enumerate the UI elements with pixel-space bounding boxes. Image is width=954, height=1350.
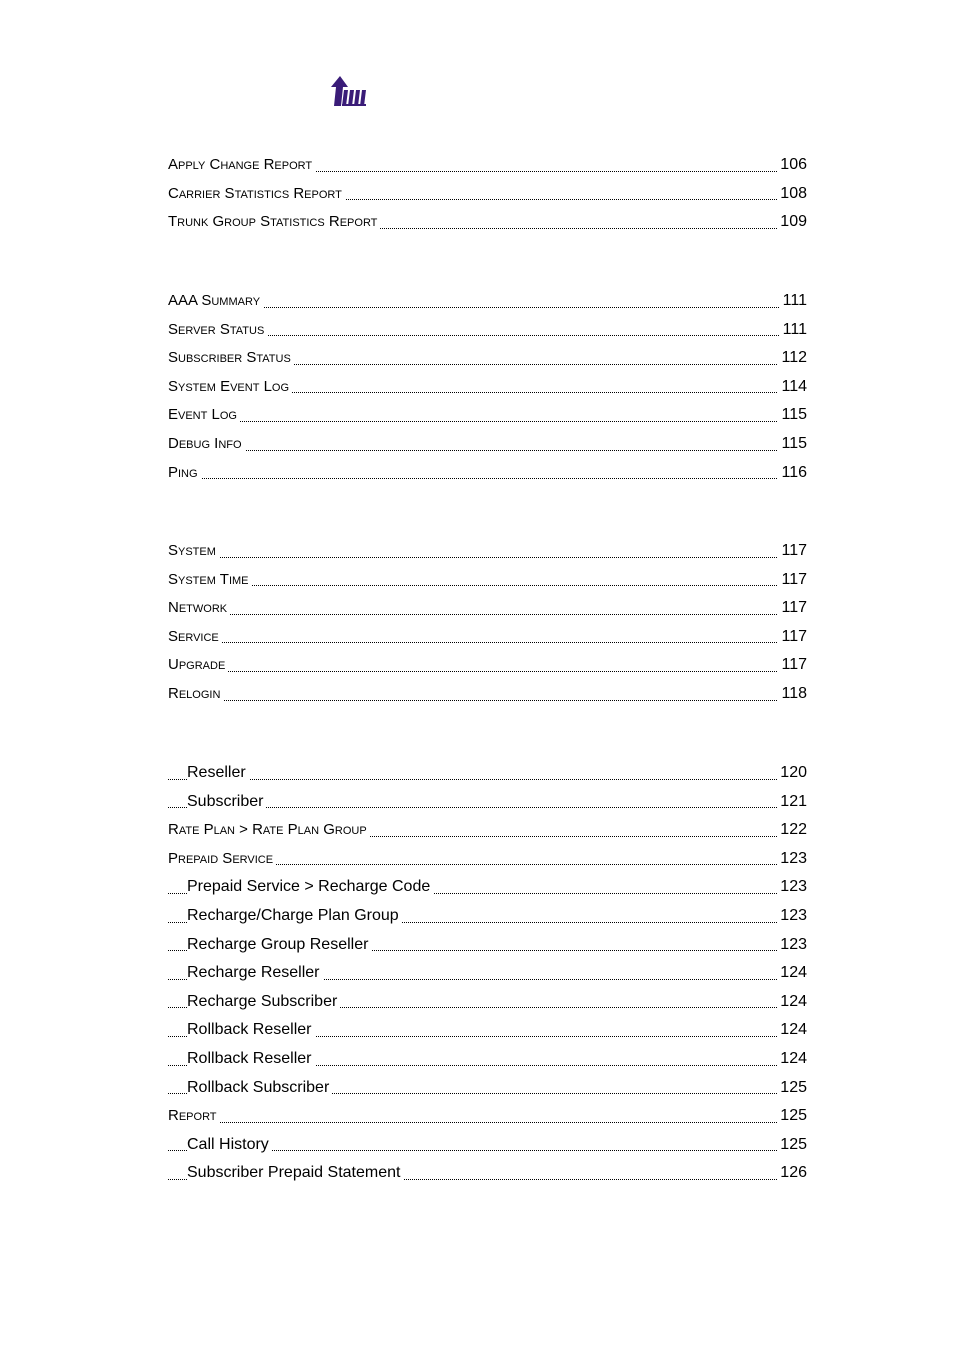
- toc-entry-title: Recharge/Charge Plan Group: [187, 907, 402, 924]
- toc-entry-page-number: 124: [777, 1049, 807, 1069]
- toc-entry[interactable]: [168, 320, 807, 349]
- toc-entry-title: Prepaid Service: [168, 850, 276, 867]
- toc-entry[interactable]: [168, 1106, 807, 1135]
- toc-entry[interactable]: [168, 570, 807, 599]
- toc-entry-page-number: 123: [777, 935, 807, 955]
- toc-entry-title: Rate Plan > Rate Plan Group: [168, 821, 370, 838]
- toc-entry[interactable]: [168, 792, 807, 821]
- toc-entry-page-number: 106: [777, 155, 807, 175]
- company-logo-icon: [330, 76, 368, 108]
- toc-entry[interactable]: [168, 405, 807, 434]
- toc-entry[interactable]: [168, 992, 807, 1021]
- toc-entry[interactable]: [168, 463, 807, 492]
- toc-entry-title: System Time: [168, 571, 252, 588]
- toc-entry[interactable]: [168, 1049, 807, 1078]
- toc-entry-page-number: 124: [777, 963, 807, 983]
- toc-entry-title: Relogin: [168, 685, 223, 702]
- toc-entry-page-number: 116: [778, 463, 807, 483]
- toc-entry[interactable]: [168, 598, 807, 627]
- toc-entry-page-number: 117: [778, 655, 807, 675]
- toc-entry-page-number: 117: [778, 541, 807, 561]
- toc-entry-page-number: 117: [778, 598, 807, 618]
- toc-entry[interactable]: [168, 348, 807, 377]
- toc-entry-title: Rollback Subscriber: [187, 1079, 332, 1096]
- toc-entry-page-number: 125: [777, 1078, 807, 1098]
- toc-entry-title: Recharge Subscriber: [187, 993, 340, 1010]
- toc-entry-page-number: 118: [778, 684, 807, 704]
- toc-entry-page-number: 112: [778, 348, 807, 368]
- toc-entry-title: Subscriber Prepaid Statement: [187, 1164, 403, 1181]
- toc-entry[interactable]: [168, 1135, 807, 1164]
- toc-entry-title: Subscriber Status: [168, 349, 294, 366]
- toc-entry[interactable]: [168, 291, 807, 320]
- toc-entry[interactable]: [168, 684, 807, 713]
- toc-entry[interactable]: [168, 212, 807, 241]
- toc-entry[interactable]: [168, 627, 807, 656]
- toc-entry-title: System Event Log: [168, 378, 292, 395]
- toc-entry-page-number: 125: [777, 1135, 807, 1155]
- toc-section-2: [168, 291, 807, 491]
- toc-entry[interactable]: [168, 763, 807, 792]
- toc-entry[interactable]: [168, 963, 807, 992]
- toc-entry-title: Server Status: [168, 321, 267, 338]
- toc-entry-page-number: 123: [777, 849, 807, 869]
- toc-entry-page-number: 124: [777, 1020, 807, 1040]
- toc-entry-title: Apply Change Report: [168, 156, 315, 173]
- toc-entry[interactable]: [168, 541, 807, 570]
- toc-entry-page-number: 117: [778, 627, 807, 647]
- toc-entry-page-number: 117: [778, 570, 807, 590]
- toc-entry[interactable]: [168, 935, 807, 964]
- toc-entry-page-number: 109: [777, 212, 807, 232]
- toc-section-4: [168, 763, 807, 1192]
- toc-entry-title: Rollback Reseller: [187, 1021, 315, 1038]
- toc-entry-page-number: 108: [777, 184, 807, 204]
- toc-entry-title: System: [168, 542, 219, 559]
- toc-entry-page-number: 111: [780, 320, 807, 340]
- toc-entry[interactable]: [168, 1020, 807, 1049]
- toc-entry-page-number: 111: [780, 291, 807, 311]
- toc-entry-title: Service: [168, 628, 222, 645]
- toc-entry-title: Ping: [168, 464, 201, 481]
- toc-entry-title: Recharge Group Reseller: [187, 936, 371, 953]
- toc-entry-title: Prepaid Service > Recharge Code: [187, 878, 433, 895]
- toc-section-3: [168, 541, 807, 713]
- toc-entry[interactable]: [168, 434, 807, 463]
- toc-entry[interactable]: [168, 377, 807, 406]
- toc-entry-title: Rollback Reseller: [187, 1050, 315, 1067]
- toc-section-1: [168, 155, 807, 241]
- toc-entry-title: Debug Info: [168, 435, 245, 452]
- toc-entry[interactable]: [168, 1078, 807, 1107]
- toc-entry-title: Carrier Statistics Report: [168, 185, 345, 202]
- toc-entry-page-number: 114: [778, 377, 807, 397]
- toc-entry-page-number: 124: [777, 992, 807, 1012]
- toc-entry-title: AAA Summary: [168, 292, 263, 309]
- toc-entry-page-number: 122: [777, 820, 807, 840]
- toc-entry-title: Recharge Reseller: [187, 964, 323, 981]
- toc-entry-title: Network: [168, 599, 230, 616]
- toc-entry[interactable]: [168, 820, 807, 849]
- toc-entry-page-number: 125: [777, 1106, 807, 1126]
- toc-entry-page-number: 120: [777, 763, 807, 783]
- toc-entry-page-number: 123: [777, 877, 807, 897]
- toc-entry-title: Event Log: [168, 406, 240, 423]
- toc-entry-title: Reseller: [187, 764, 249, 781]
- toc-entry-title: Trunk Group Statistics Report: [168, 213, 380, 230]
- toc-entry-page-number: 123: [777, 906, 807, 926]
- toc-entry-page-number: 115: [778, 405, 807, 425]
- toc-entry[interactable]: [168, 155, 807, 184]
- toc-entry[interactable]: [168, 906, 807, 935]
- toc-entry-page-number: 126: [777, 1163, 807, 1183]
- toc-entry[interactable]: [168, 1163, 807, 1192]
- toc-entry-title: Upgrade: [168, 656, 228, 673]
- toc-entry-page-number: 121: [777, 792, 807, 812]
- toc-entry-title: Subscriber: [187, 793, 266, 810]
- toc-entry[interactable]: [168, 184, 807, 213]
- toc-entry-title: Report: [168, 1107, 220, 1124]
- toc-entry[interactable]: [168, 877, 807, 906]
- toc-entry-page-number: 115: [778, 434, 807, 454]
- toc-entry[interactable]: [168, 655, 807, 684]
- toc-entry[interactable]: [168, 849, 807, 878]
- toc-entry-title: Call History: [187, 1136, 272, 1153]
